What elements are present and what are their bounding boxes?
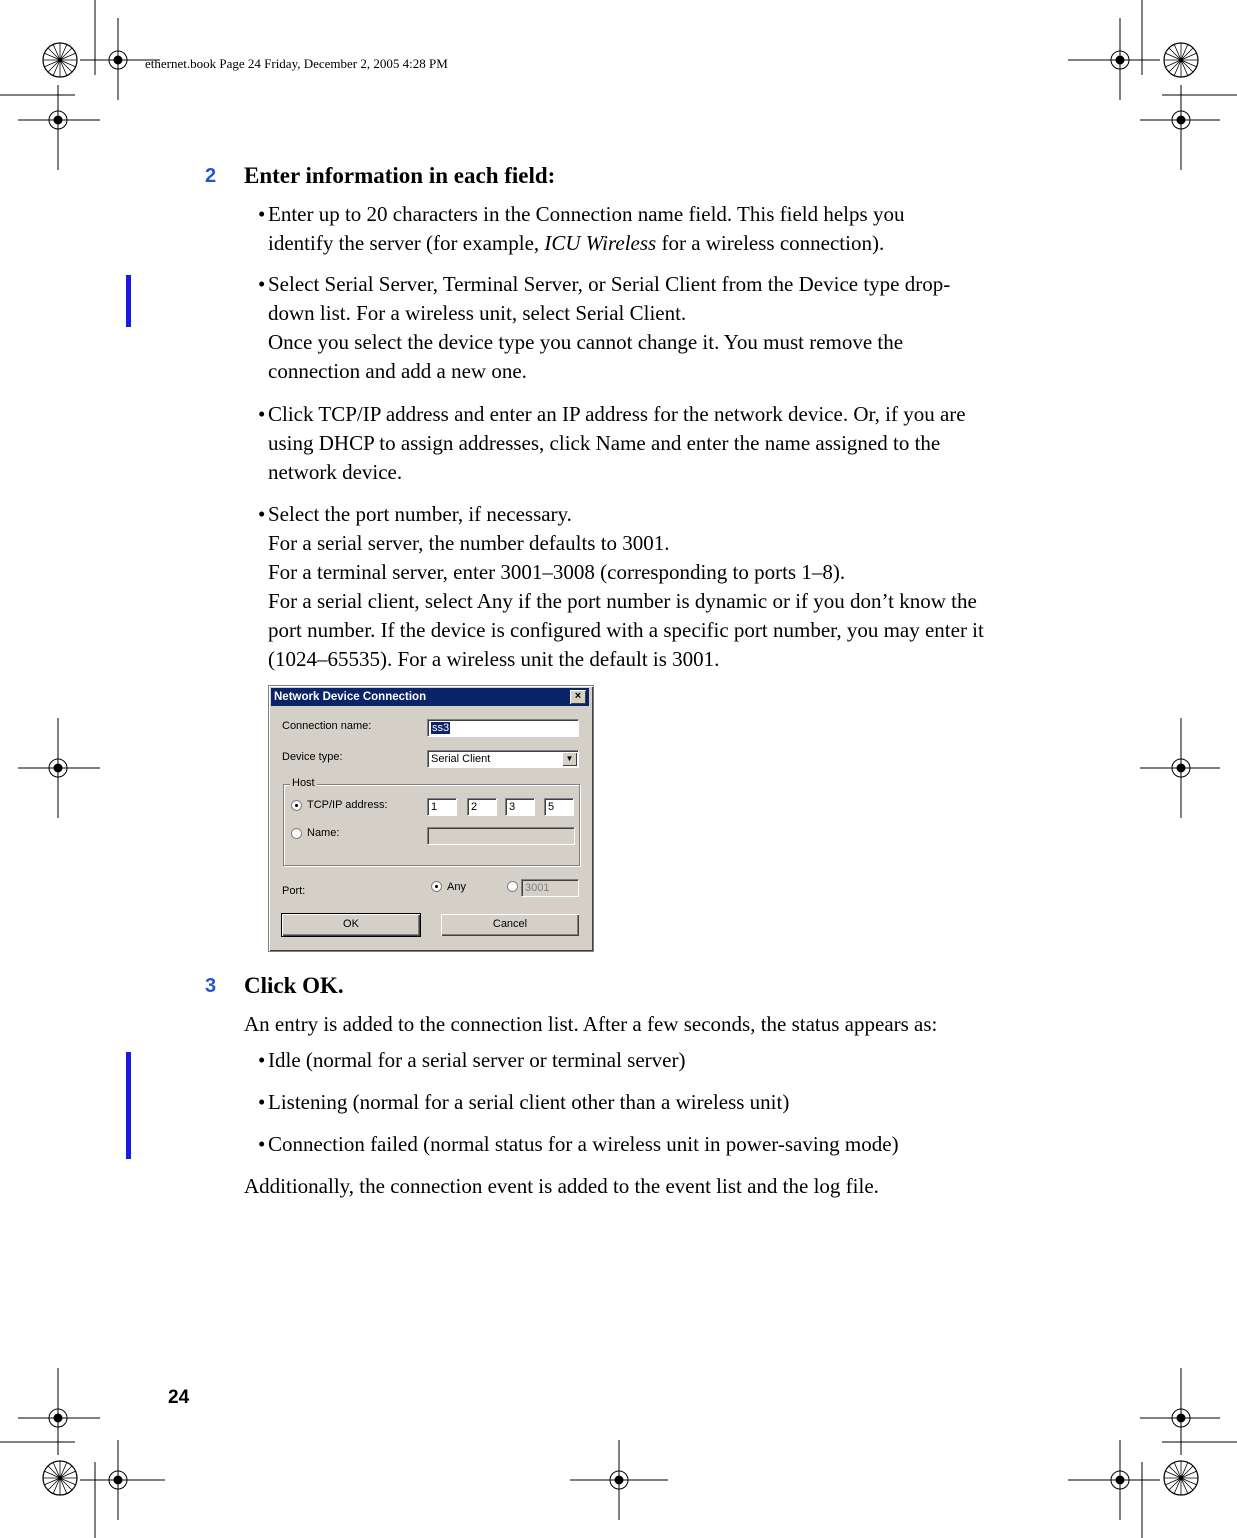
bullet-line: For a serial client, select Any if the port number is dynamic or if you don’t know the xyxy=(268,589,977,613)
bullet-line: identify the server (for example, ICU Wireless for a wireless connection). xyxy=(268,231,885,255)
connection-name-input[interactable]: ss3 xyxy=(427,719,579,737)
bullet-item: • Idle (normal for a serial server or terminal server) xyxy=(258,1046,1070,1075)
bullet-item: • Listening (normal for a serial client other than a wireless unit) xyxy=(258,1088,1070,1117)
bullet-line: For a serial server, the number defaults to 3001. xyxy=(268,531,670,555)
cancel-button[interactable]: Cancel xyxy=(441,914,579,936)
dialog-title: Network Device Connection xyxy=(274,691,427,703)
connection-name-label: Connection name: xyxy=(282,720,372,732)
step-number: 3 xyxy=(205,975,217,997)
name-radio[interactable] xyxy=(291,828,302,839)
bullet-line: Connection failed (normal status for a wireless unit in power-saving mode) xyxy=(268,1132,899,1156)
ip-octet-4[interactable]: 5 xyxy=(544,798,574,816)
port-specific-radio[interactable] xyxy=(507,881,518,892)
bullet-item: • Select the port number, if necessary. For a serial server, the number defaults to 3001. For a terminal server, enter 3001–3008 (corresponding to ports 1–8). For a serial client, select Any if the port number is dynamic or if you don’t know the port number. If the device is configured with a specific port number, you may enter it (1024–65535). For a wireless unit the default is 3001. xyxy=(258,500,1070,674)
bullet-line: Listening (normal for a serial client other than a wireless unit) xyxy=(268,1090,790,1114)
bullet-item: • Click TCP/IP address and enter an IP address for the network device. Or, if you are using DHCP to assign addresses, click Name and enter the name assigned to the network device. xyxy=(258,400,1070,487)
bullet-line: Select Serial Server, Terminal Server, or Serial Client from the Device type drop- xyxy=(268,272,951,296)
port-any-radio[interactable] xyxy=(431,881,442,892)
device-type-select[interactable] xyxy=(427,750,579,768)
bullet-line: (1024–65535). For a wireless unit the default is 3001. xyxy=(268,647,720,671)
bullet-line: down list. For a wireless unit, select Serial Client. xyxy=(268,301,687,325)
step-outro: Additionally, the connection event is added to the event list and the log file. xyxy=(244,1174,879,1198)
network-device-connection-dialog xyxy=(268,685,594,952)
tcpip-radio[interactable] xyxy=(291,800,302,811)
bullet-line: Enter up to 20 characters in the Connection name field. This field helps you xyxy=(268,202,905,226)
device-type-label: Device type: xyxy=(282,751,343,763)
bullet-line: Idle (normal for a serial server or terminal server) xyxy=(268,1048,686,1072)
change-bar xyxy=(126,1052,131,1159)
host-groupbox xyxy=(283,777,580,866)
close-icon[interactable]: × xyxy=(570,690,586,704)
bullet-item: • Enter up to 20 characters in the Connection name field. This field helps you identify the server (for example, ICU Wireless for a wireless connection). xyxy=(258,200,1070,258)
example-name: ICU Wireless xyxy=(544,231,657,255)
bullet-line: using DHCP to assign addresses, click Name and enter the name assigned to the xyxy=(268,431,941,455)
ip-octet-1[interactable]: 1 xyxy=(427,798,457,816)
port-number-input[interactable]: 3001 xyxy=(521,879,579,897)
device-type-value: Serial Client xyxy=(431,753,491,765)
header-stamp: ethernet.book Page 24 Friday, December 2, 2005 4:28 PM xyxy=(145,56,448,71)
bullet-line: network device. xyxy=(268,460,403,484)
port-any-label: Any xyxy=(447,881,466,893)
host-legend: Host xyxy=(292,777,315,789)
bullet-line: Once you select the device type you cannot change it. You must remove the xyxy=(268,330,904,354)
port-label: Port: xyxy=(282,885,306,897)
dialog-title-bar xyxy=(271,688,589,706)
step-number: 2 xyxy=(205,165,217,187)
name-input[interactable] xyxy=(427,827,575,845)
bullet-item: • Select Serial Server, Terminal Server, or Serial Client from the Device type drop- down list. For a wireless unit, select Serial Client. Once you select the device type you cannot change it. You must remove the connection and add a new one. xyxy=(258,270,1070,386)
tcpip-label: TCP/IP address: xyxy=(307,799,388,811)
bullet-line: port number. If the device is configured with a specific port number, you may enter it xyxy=(268,618,984,642)
page-number: 24 xyxy=(168,1387,190,1408)
bullet-line: Click TCP/IP address and enter an IP address for the network device. Or, if you are xyxy=(268,402,966,426)
bullet-item: • Connection failed (normal status for a wireless unit in power-saving mode) xyxy=(258,1130,1070,1159)
step-title: Click OK. xyxy=(244,973,344,998)
chevron-down-icon[interactable]: ▼ xyxy=(562,752,577,766)
bullet-line: For a terminal server, enter 3001–3008 (corresponding to ports 1–8). xyxy=(268,560,846,584)
bullet-line: connection and add a new one. xyxy=(268,359,527,383)
ip-octet-2[interactable]: 2 xyxy=(467,798,497,816)
step-intro: An entry is added to the connection list. After a few seconds, the status appears as: xyxy=(244,1012,938,1036)
bullet-line: Select the port number, if necessary. xyxy=(268,502,572,526)
name-label: Name: xyxy=(307,827,340,839)
step-title: Enter information in each field: xyxy=(244,163,556,188)
ok-button[interactable]: OK xyxy=(282,914,420,936)
ip-octet-3[interactable]: 3 xyxy=(505,798,535,816)
change-bar xyxy=(126,275,131,327)
